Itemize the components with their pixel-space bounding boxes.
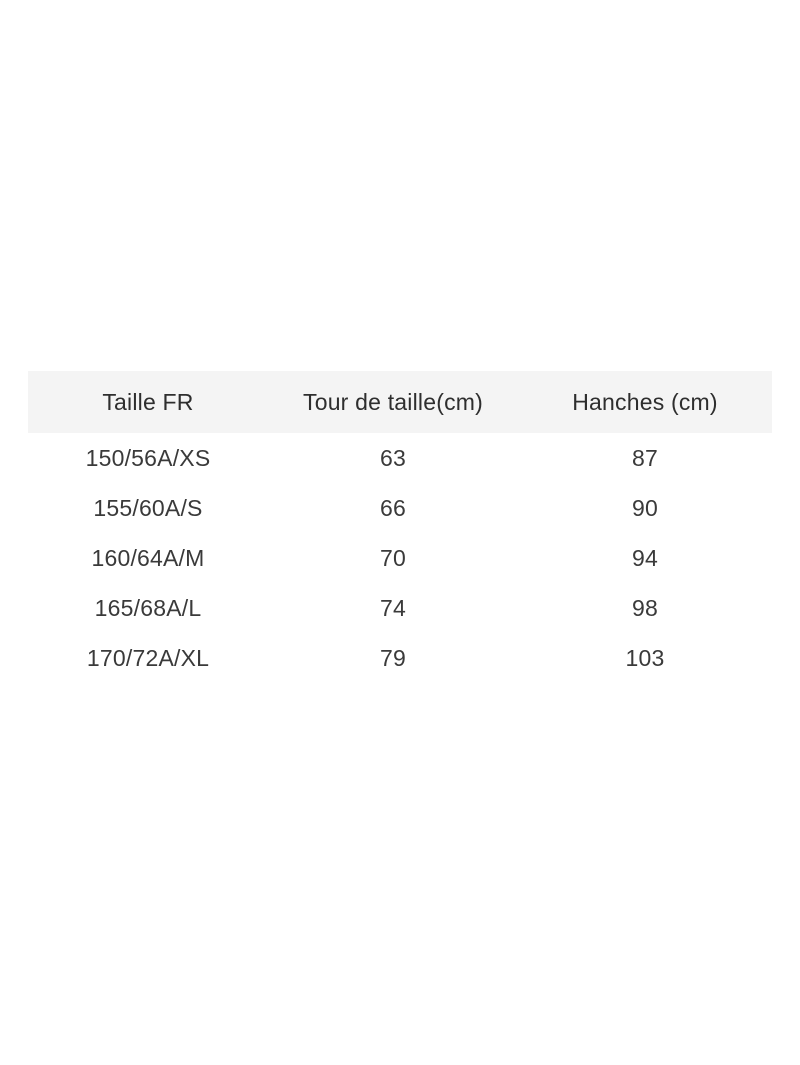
cell-hips: 87: [632, 445, 658, 471]
cell-waist: 63: [380, 445, 406, 471]
cell-waist: 79: [380, 645, 406, 671]
cell-size: 160/64A/M: [91, 545, 205, 571]
table-row: [28, 533, 772, 583]
cell-size: 170/72A/XL: [86, 645, 210, 671]
cell-waist: 66: [380, 495, 406, 521]
size-chart-table: [28, 371, 772, 683]
cell-waist: 70: [380, 545, 406, 571]
table-row: [28, 633, 772, 683]
table-row: [28, 583, 772, 633]
cell-size: 165/68A/L: [94, 595, 202, 621]
cell-waist: 74: [380, 595, 406, 621]
cell-size: 155/60A/S: [93, 495, 203, 521]
table-header: [28, 371, 772, 433]
table-row: [28, 433, 772, 483]
cell-hips: 90: [632, 495, 658, 521]
table-header-row: [28, 371, 772, 433]
cell-hips: 98: [632, 595, 658, 621]
column-header-size: Taille FR: [102, 389, 194, 415]
table-row: [28, 483, 772, 533]
cell-hips: 103: [625, 645, 665, 671]
cell-size: 150/56A/XS: [85, 445, 211, 471]
table-body: [28, 433, 772, 683]
column-header-hips: Hanches (cm): [572, 389, 718, 415]
cell-hips: 94: [632, 545, 658, 571]
column-header-waist: Tour de taille(cm): [303, 389, 483, 415]
